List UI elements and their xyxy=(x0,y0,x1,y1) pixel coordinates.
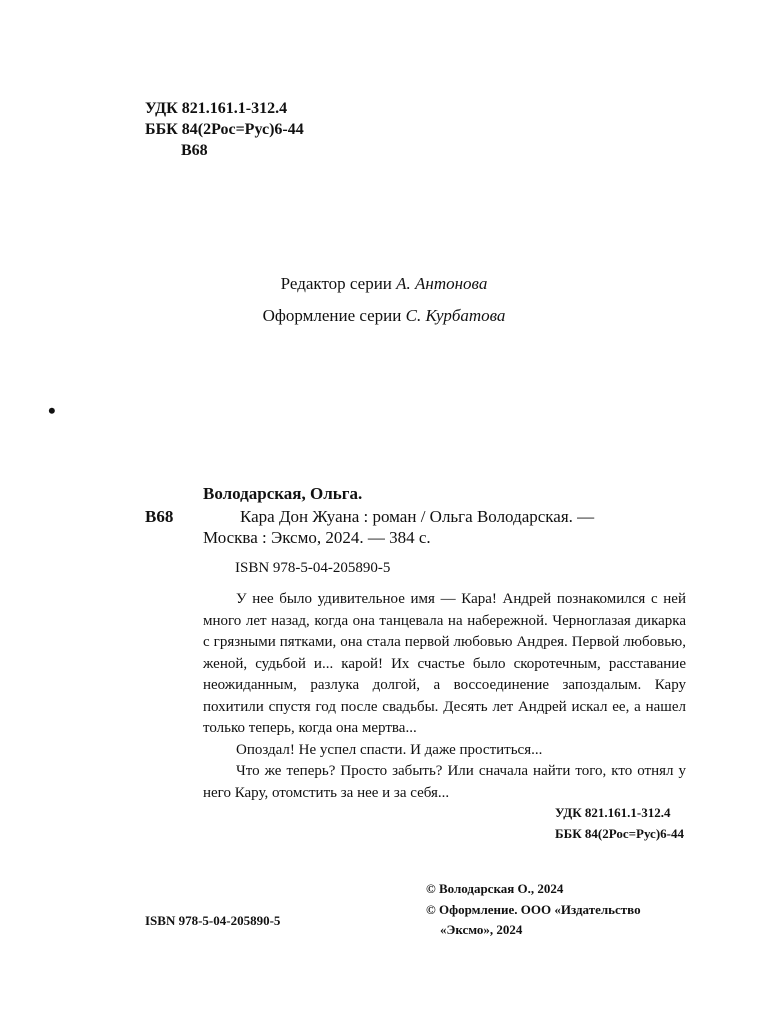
bibliography-author: Володарская, Ольга. xyxy=(203,484,363,503)
bibliography-title-line: Кара Дон Жуана : роман / Ольга Володарская. — xyxy=(240,507,595,526)
classification-block xyxy=(145,98,304,161)
bbk-code: ББК 84(2Рос=Рус)6-44 xyxy=(145,121,304,138)
footer-bbk: ББК 84(2Рос=Рус)6-44 xyxy=(555,826,684,841)
author-mark: В68 xyxy=(181,142,208,159)
annotation-paragraph: Опоздал! Не успел спасти. И даже проститься... xyxy=(236,741,543,758)
bullet-marker: • xyxy=(48,398,56,423)
annotation-paragraph: У нее было удивительное имя — Кара! Андрей познакомился с ней много лет назад, когда она танцевала на набережной. Черноглазая дикарка с грязными пятками, она стала первой любовью Андрея. Первой любовью, женой, судьбой и... карой! Их счастье было скоротечным, расставание неожиданным, разлука долгой, а воссоединение запоздалым. Кару похитили спустя год после свадьбы. Десять лет Андрей искал ее, а нашел только теперь, когда она мертва... xyxy=(203,591,686,736)
series-design-label: Оформление серии xyxy=(262,306,402,325)
footer-udk: УДК 821.161.1-312.4 xyxy=(555,805,671,820)
bibliography-author-mark: В68 xyxy=(145,507,174,526)
copyright-author: © Володарская О., 2024 xyxy=(426,881,564,896)
copyright-publisher: «Эксмо», 2024 xyxy=(440,922,523,937)
series-design-name: С. Курбатова xyxy=(405,306,506,325)
bibliography-publisher-line: Москва : Эксмо, 2024. — 384 с. xyxy=(203,528,431,547)
series-editor-name: А. Антонова xyxy=(396,274,488,293)
copyright-block xyxy=(426,879,641,941)
series-editor-line xyxy=(0,274,768,294)
series-editor-label: Редактор серии xyxy=(280,274,392,293)
footer-isbn: ISBN 978-5-04-205890-5 xyxy=(145,913,281,928)
copyright-design: © Оформление. ООО «Издательство xyxy=(426,901,641,917)
bibliography-isbn: ISBN 978-5-04-205890-5 xyxy=(235,560,391,576)
annotation-paragraph: Что же теперь? Просто забыть? Или сначала найти того, кто отнял у него Кару, отомстить за нее и за себя... xyxy=(203,763,686,801)
series-design-line xyxy=(0,306,768,326)
footer-classification xyxy=(555,802,684,844)
book-annotation xyxy=(203,589,686,804)
udk-code: УДК 821.161.1-312.4 xyxy=(145,100,288,117)
